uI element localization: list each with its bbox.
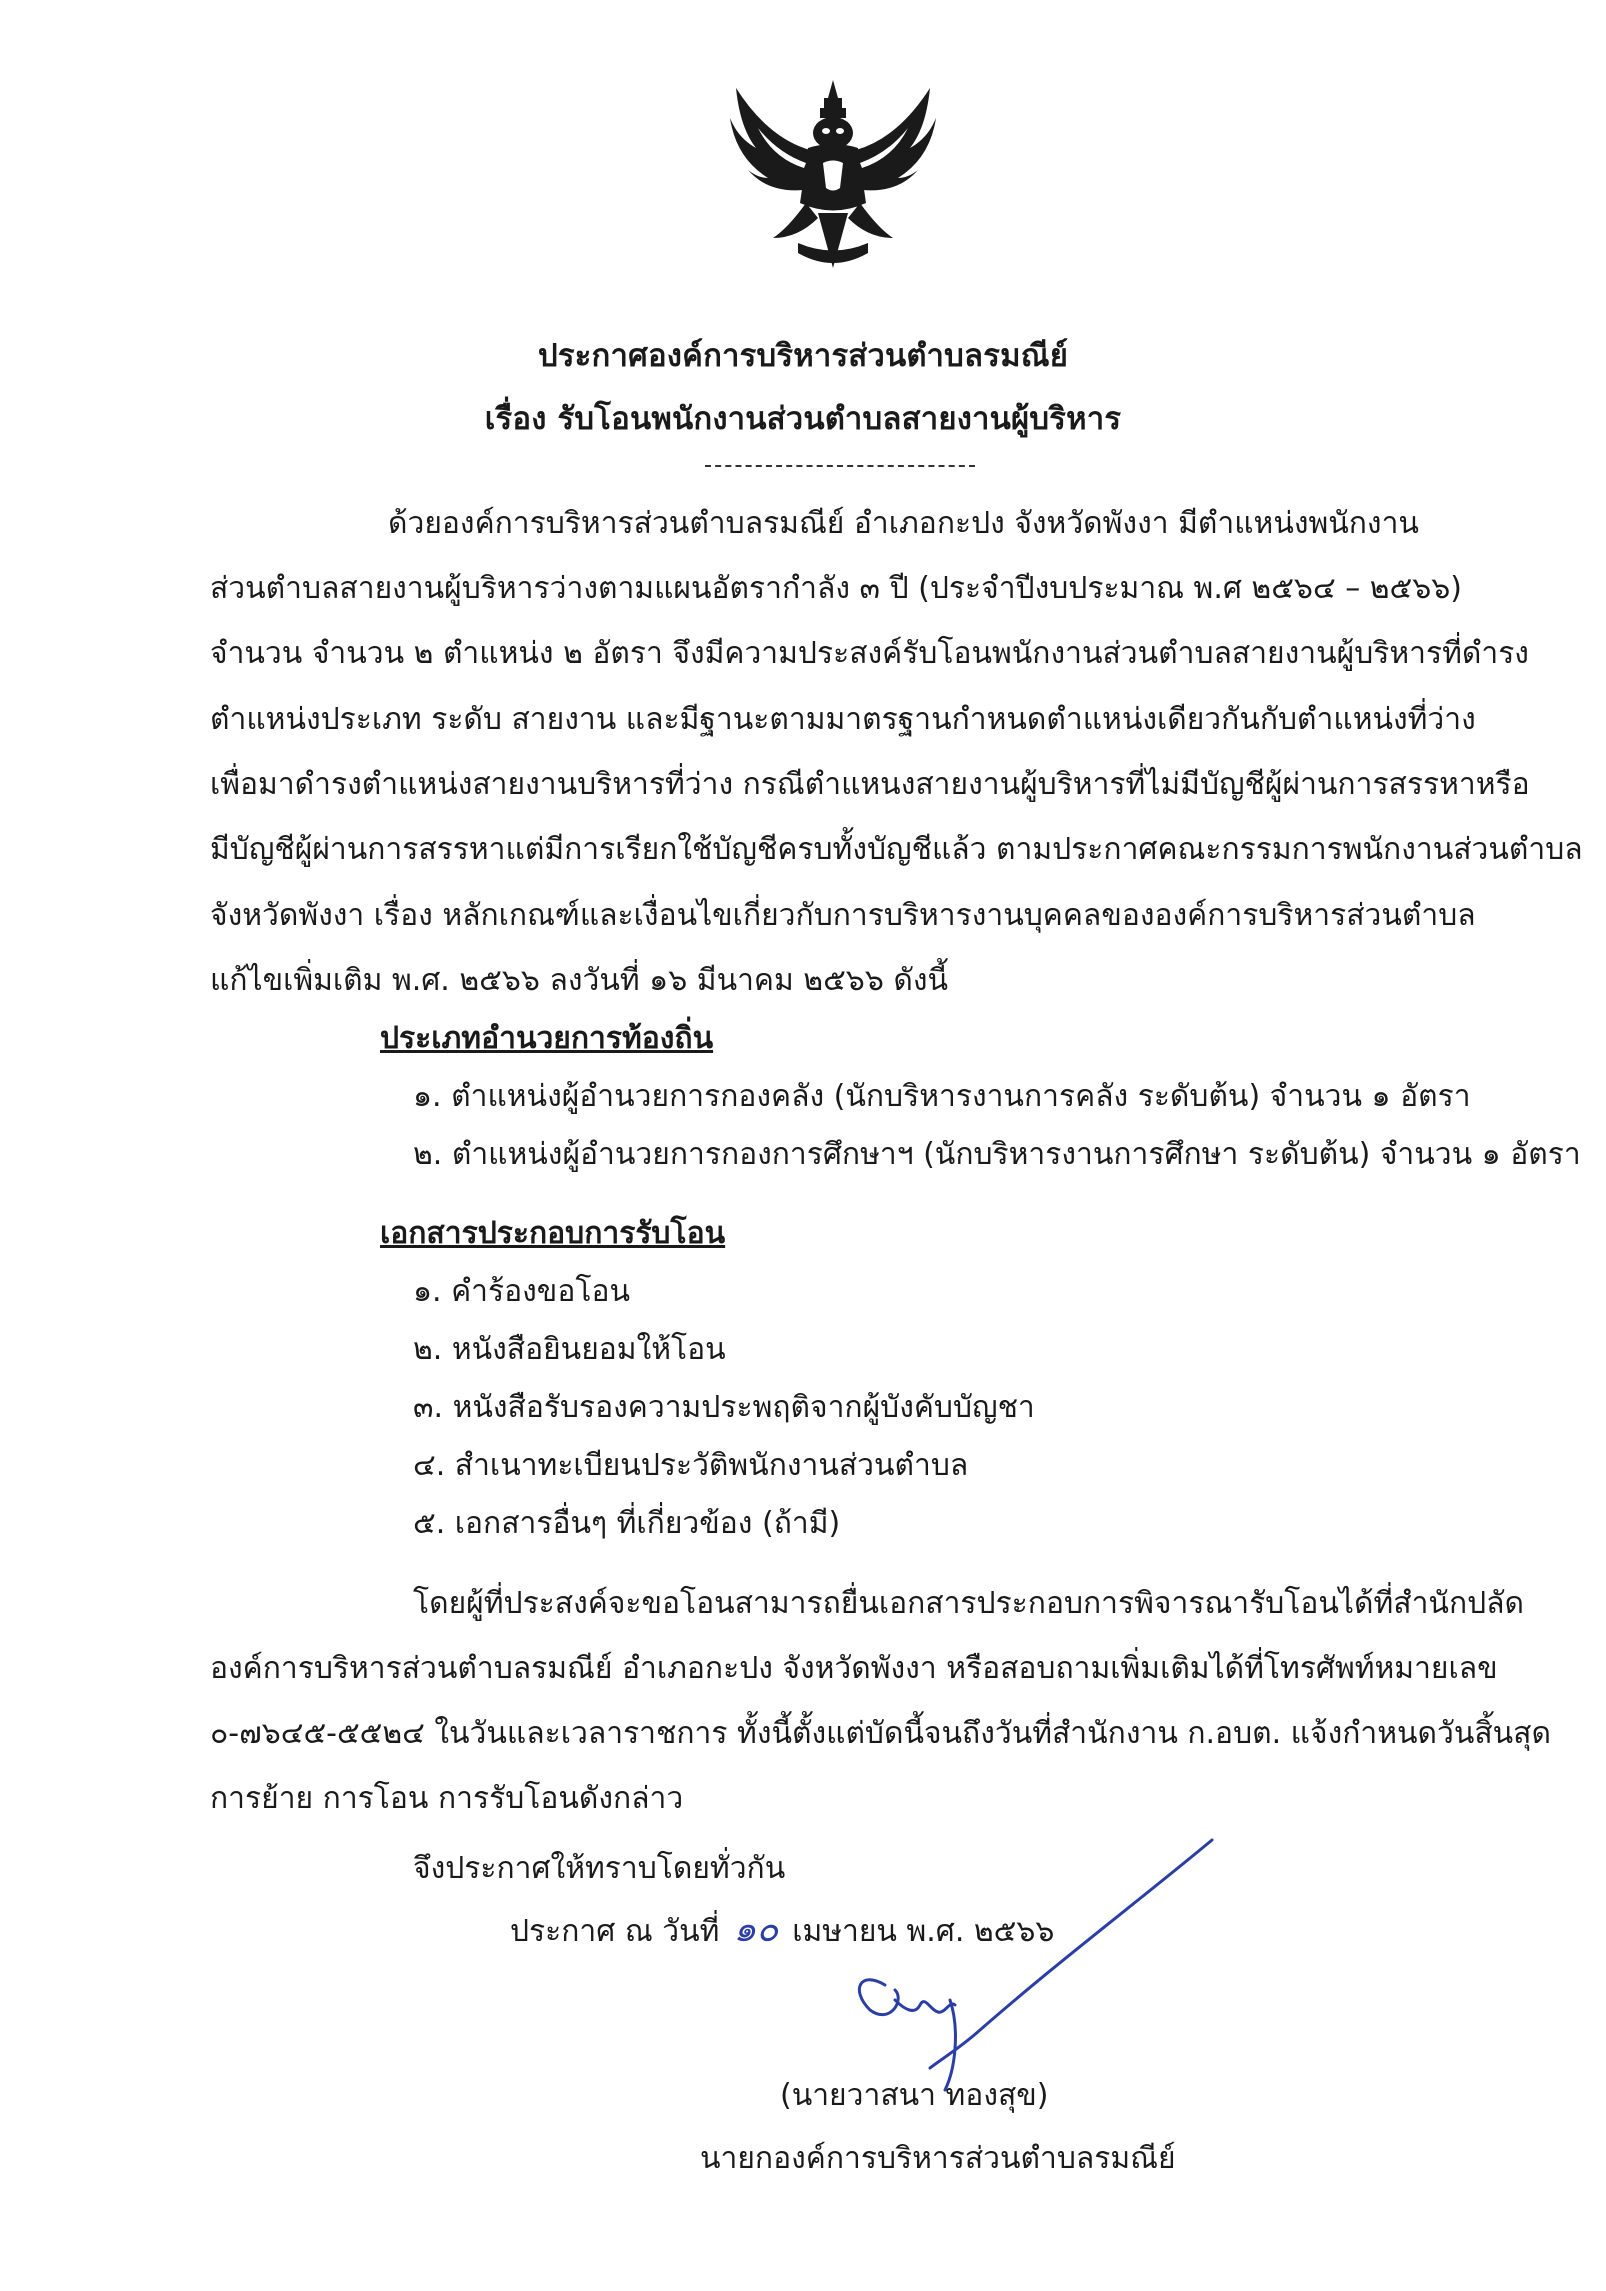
paragraph2-line: โดยผู้ที่ประสงค์จะขอโอนสามารถยื่นเอกสารประกอบการพิจารณารับโอนได้ที่สำนักปลัด	[413, 1586, 1525, 1621]
paragraph1-line: ส่วนตำบลสายงานผู้บริหารว่างตามแผนอัตรากำลัง ๓ ปี (ประจำปีงบประมาณ พ.ศ ๒๕๖๔ – ๒๕๖๖)	[210, 571, 1463, 606]
announcement-title: ประกาศองค์การบริหารส่วนตำบลรมณีย์	[537, 338, 1069, 374]
paragraph2-line: การย้าย การโอน การรับโอนดังกล่าว	[210, 1781, 684, 1816]
paragraph1-line: แก้ไขเพิ่มเติม พ.ศ. ๒๕๖๖ ลงวันที่ ๑๖ มีนาคม ๒๕๖๖ ดังนี้	[210, 963, 949, 998]
paragraph1-line: มีบัญชีผู้ผ่านการสรรหาแต่มีการเรียกใช้บัญชีครบทั้งบัญชีแล้ว ตามประกาศคณะกรรมการพนักงานส่วนตำบล	[210, 832, 1583, 867]
closing-line: จึงประกาศให้ทราบโดยทั่วกัน	[413, 1851, 786, 1886]
paragraph1-line: จำนวน จำนวน ๒ ตำแหน่ง ๒ อัตรา จึงมีความประสงค์รับโอนพนักงานส่วนตำบลสายงานผู้บริหารที่ดำรง	[210, 636, 1529, 671]
date-suffix: เมษายน พ.ศ. ๒๕๖๖	[792, 1914, 1055, 1949]
date-day-handwritten: ๑๐	[733, 1909, 779, 1950]
paragraph1-line: ตำแหน่งประเภท ระดับ สายงาน และมีฐานะตามมาตรฐานกำหนดตำแหน่งเดียวกันกับตำแหน่งที่ว่าง	[210, 702, 1476, 737]
title-divider	[705, 465, 975, 467]
paragraph2-line: องค์การบริหารส่วนตำบลรมณีย์ อำเภอกะปง จังหวัดพังงา หรือสอบถามเพิ่มเติมได้ที่โทรศัพท์หมายเลข	[210, 1651, 1498, 1686]
paragraph2-line: ๐-๗๖๔๕-๕๕๒๔ ในวันและเวลาราชการ ทั้งนี้ตั้งแต่บัดนี้จนถึงวันที่สำนักงาน ก.อบต. แจ้งกำหนดวันสิ้นสุด	[210, 1716, 1551, 1751]
document-item: ๒. หนังสือยินยอมให้โอน	[413, 1332, 726, 1367]
signatory-name: (นายวาสนา ทองสุข)	[780, 2078, 1049, 2113]
paragraph1-line: ด้วยองค์การบริหารส่วนตำบลรมณีย์ อำเภอกะปง จังหวัดพังงา มีตำแหน่งพนักงาน	[388, 506, 1419, 541]
paragraph1-line: เพื่อมาดำรงตำแหน่งสายงานบริหารที่ว่าง กรณีตำแหนงสายงานผู้บริหารที่ไม่มีบัญชีผู้ผ่านการสรรหาหรือ	[210, 767, 1530, 802]
paragraph1-line: จังหวัดพังงา เรื่อง หลักเกณฑ์และเงื่อนไขเกี่ยวกับการบริหารงานบุคคลขององค์การบริหารส่วนตำบล	[210, 898, 1476, 933]
position-item: ๒. ตำแหน่งผู้อำนวยการกองการศึกษาฯ (นักบริหารงานการศึกษา ระดับต้น) จำนวน ๑ อัตรา	[413, 1137, 1581, 1172]
announcement-date	[510, 1900, 1054, 1957]
signatory-title: นายกองค์การบริหารส่วนตำบลรมณีย์	[700, 2141, 1176, 2176]
date-prefix: ประกาศ ณ วันที่	[510, 1914, 720, 1949]
section-heading-documents: เอกสารประกอบการรับโอน	[380, 1216, 726, 1251]
document-item: ๕. เอกสารอื่นๆ ที่เกี่ยวข้อง (ถ้ามี)	[413, 1506, 841, 1541]
document-item: ๑. คำร้องขอโอน	[413, 1274, 630, 1309]
section-heading-positions: ประเภทอำนวยการท้องถิ่น	[380, 1021, 714, 1056]
position-item: ๑. ตำแหน่งผู้อำนวยการกองคลัง (นักบริหารงานการคลัง ระดับต้น) จำนวน ๑ อัตรา	[413, 1079, 1471, 1114]
garuda-emblem-icon	[728, 78, 938, 278]
document-item: ๓. หนังสือรับรองความประพฤติจากผู้บังคับบัญชา	[413, 1390, 1035, 1425]
document-item: ๔. สำเนาทะเบียนประวัติพนักงานส่วนตำบล	[413, 1448, 969, 1483]
announcement-subject: เรื่อง รับโอนพนักงานส่วนตำบลสายงานผู้บริหาร	[484, 401, 1122, 437]
